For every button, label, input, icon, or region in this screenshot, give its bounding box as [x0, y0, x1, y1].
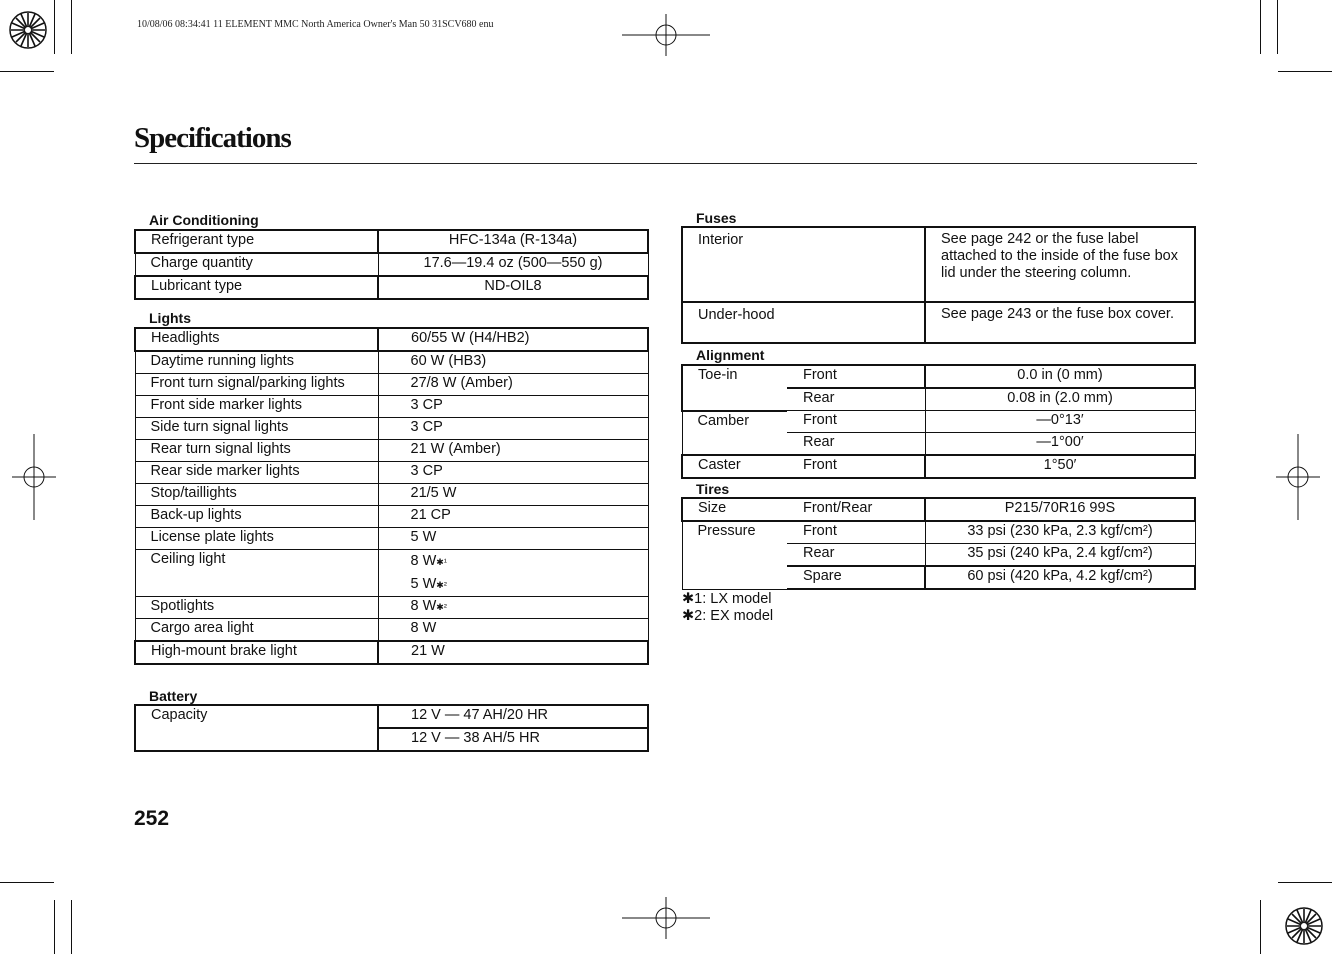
- table-row: [135, 351, 648, 374]
- alignment-table: [681, 364, 1196, 479]
- page-title: Specifications: [134, 122, 291, 154]
- table-row: [135, 462, 648, 484]
- table-row: [135, 484, 648, 506]
- spec-label: Front side marker lights: [135, 396, 378, 418]
- tires-table: [681, 497, 1196, 590]
- spec-value: HFC-134a (R-134a): [378, 230, 648, 253]
- spec-label: Lubricant type: [135, 276, 378, 299]
- spec-label: License plate lights: [135, 528, 378, 550]
- alignment-heading: Alignment: [696, 347, 765, 363]
- crosshair-bottom-icon: [622, 897, 710, 939]
- crop-mark: [71, 900, 72, 954]
- spec-label: Rear turn signal lights: [135, 440, 378, 462]
- spec-label: Under-hood: [682, 302, 925, 343]
- spec-label: Ceiling light: [135, 550, 378, 597]
- spec-value: 21 W: [378, 641, 648, 664]
- spec-position: Front: [787, 365, 925, 388]
- spec-label: Refrigerant type: [135, 230, 378, 253]
- table-row: [682, 411, 1195, 433]
- crop-mark: [1278, 882, 1332, 883]
- table-row: [682, 227, 1195, 302]
- tires-heading: Tires: [696, 481, 730, 497]
- footnote-marker: ✱²: [436, 580, 447, 590]
- spec-label: Toe-in: [682, 365, 787, 411]
- spec-value: 3 CP: [378, 418, 648, 440]
- spec-value: 3 CP: [378, 396, 648, 418]
- table-row: [135, 705, 648, 728]
- spec-label: Caster: [682, 455, 787, 478]
- spec-value: 21/5 W: [378, 484, 648, 506]
- crop-mark: [0, 71, 54, 72]
- table-row: [135, 550, 648, 597]
- spec-value: 60 psi (420 kPa, 4.2 kgf/cm²): [925, 566, 1195, 589]
- table-row: [682, 365, 1195, 388]
- spec-label: Side turn signal lights: [135, 418, 378, 440]
- spec-label: Size: [682, 498, 787, 521]
- spec-value: See page 243 or the fuse box cover.: [925, 302, 1195, 343]
- crop-mark: [71, 0, 72, 54]
- spec-value: [378, 597, 648, 619]
- spec-label: Charge quantity: [135, 253, 378, 276]
- spec-value: 33 psi (230 kPa, 2.3 kgf/cm²): [925, 521, 1195, 544]
- spec-value: 60 W (HB3): [378, 351, 648, 374]
- spec-label: Spotlights: [135, 597, 378, 619]
- table-row: [682, 455, 1195, 478]
- spec-value: [378, 550, 648, 597]
- table-row: [135, 230, 648, 253]
- table-row: [135, 528, 648, 550]
- registration-mark-bottom-right-icon: [1284, 906, 1324, 946]
- footnote-marker: ✱¹: [436, 557, 447, 567]
- spec-label: Headlights: [135, 328, 378, 351]
- spec-label: Pressure: [682, 521, 787, 589]
- spec-position: Front: [787, 521, 925, 544]
- air-conditioning-table: [134, 229, 649, 300]
- table-row: [135, 597, 648, 619]
- spec-value: 27/8 W (Amber): [378, 374, 648, 396]
- spec-value: —0°13′: [925, 411, 1195, 433]
- lights-table: [134, 327, 649, 665]
- spec-value: See page 242 or the fuse label attached to the inside of the fuse box lid under the steering column.: [925, 227, 1195, 302]
- ceiling-light-value-lx: 8 W: [410, 553, 437, 569]
- table-row: [135, 253, 648, 276]
- spec-label: Rear side marker lights: [135, 462, 378, 484]
- spec-label: High-mount brake light: [135, 641, 378, 664]
- footnote-lx: ✱1: LX model: [682, 591, 772, 607]
- spec-position: Spare: [787, 566, 925, 589]
- spec-label: Stop/taillights: [135, 484, 378, 506]
- table-row: [135, 440, 648, 462]
- crop-mark: [1260, 900, 1261, 954]
- footnote-marker: ✱²: [436, 602, 447, 612]
- spec-position: Rear: [787, 544, 925, 567]
- spec-value: 0.0 in (0 mm): [925, 365, 1195, 388]
- spec-value: 8 W: [378, 619, 648, 642]
- crosshair-left-icon: [12, 434, 56, 520]
- crop-mark: [54, 900, 55, 954]
- crop-mark: [1260, 0, 1261, 54]
- table-row: [682, 498, 1195, 521]
- spec-value: 12 V — 38 AH/5 HR: [378, 728, 648, 751]
- spec-position: Rear: [787, 388, 925, 411]
- spec-label: Capacity: [135, 705, 378, 751]
- spec-position: Rear: [787, 433, 925, 456]
- spec-label: Camber: [682, 411, 787, 456]
- battery-heading: Battery: [149, 688, 198, 704]
- crop-mark: [0, 882, 54, 883]
- spec-value: 35 psi (240 kPa, 2.4 kgf/cm²): [925, 544, 1195, 567]
- page-number: 252: [134, 807, 170, 830]
- spec-value: 60/55 W (H4/HB2): [378, 328, 648, 351]
- spec-value: 3 CP: [378, 462, 648, 484]
- crosshair-top-icon: [622, 14, 710, 56]
- table-row: [135, 641, 648, 664]
- spec-value: —1°00′: [925, 433, 1195, 456]
- battery-table: [134, 704, 649, 752]
- spec-value: 12 V — 47 AH/20 HR: [378, 705, 648, 728]
- spec-value: 17.6—19.4 oz (500—550 g): [378, 253, 648, 276]
- air-conditioning-heading: Air Conditioning: [149, 212, 259, 228]
- table-row: [682, 521, 1195, 544]
- table-row: [135, 328, 648, 351]
- crop-mark: [54, 0, 55, 54]
- spec-value: 5 W: [378, 528, 648, 550]
- crop-mark: [1277, 0, 1278, 54]
- lights-heading: Lights: [149, 310, 191, 326]
- fuses-table: [681, 226, 1196, 344]
- spec-label: Daytime running lights: [135, 351, 378, 374]
- registration-mark-top-left-icon: [8, 10, 48, 50]
- spec-position: Front: [787, 411, 925, 433]
- crop-mark: [1278, 71, 1332, 72]
- table-row: [682, 302, 1195, 343]
- spec-value: 21 W (Amber): [378, 440, 648, 462]
- table-row: [135, 374, 648, 396]
- spec-position: Front/Rear: [787, 498, 925, 521]
- spec-value: 1°50′: [925, 455, 1195, 478]
- spec-label: Cargo area light: [135, 619, 378, 642]
- spec-position: Front: [787, 455, 925, 478]
- table-row: [135, 418, 648, 440]
- footnote-ex: ✱2: EX model: [682, 608, 774, 624]
- spec-value: 21 CP: [378, 506, 648, 528]
- table-row: [135, 396, 648, 418]
- spec-value: P215/70R16 99S: [925, 498, 1195, 521]
- ceiling-light-value-ex: 5 W: [410, 576, 437, 592]
- spec-value: 0.08 in (2.0 mm): [925, 388, 1195, 411]
- fuses-heading: Fuses: [696, 210, 737, 226]
- spec-label: Interior: [682, 227, 925, 302]
- table-row: [135, 619, 648, 642]
- spotlights-value: 8 W: [410, 598, 437, 614]
- table-row: [135, 276, 648, 299]
- print-header: 10/08/06 08:34:41 11 ELEMENT MMC North America Owner's Man 50 31SCV680 enu: [137, 19, 494, 30]
- crosshair-right-icon: [1276, 434, 1320, 520]
- table-row: [135, 506, 648, 528]
- spec-label: Back-up lights: [135, 506, 378, 528]
- spec-value: ND-OIL8: [378, 276, 648, 299]
- spec-label: Front turn signal/parking lights: [135, 374, 378, 396]
- title-divider: [134, 163, 1197, 164]
